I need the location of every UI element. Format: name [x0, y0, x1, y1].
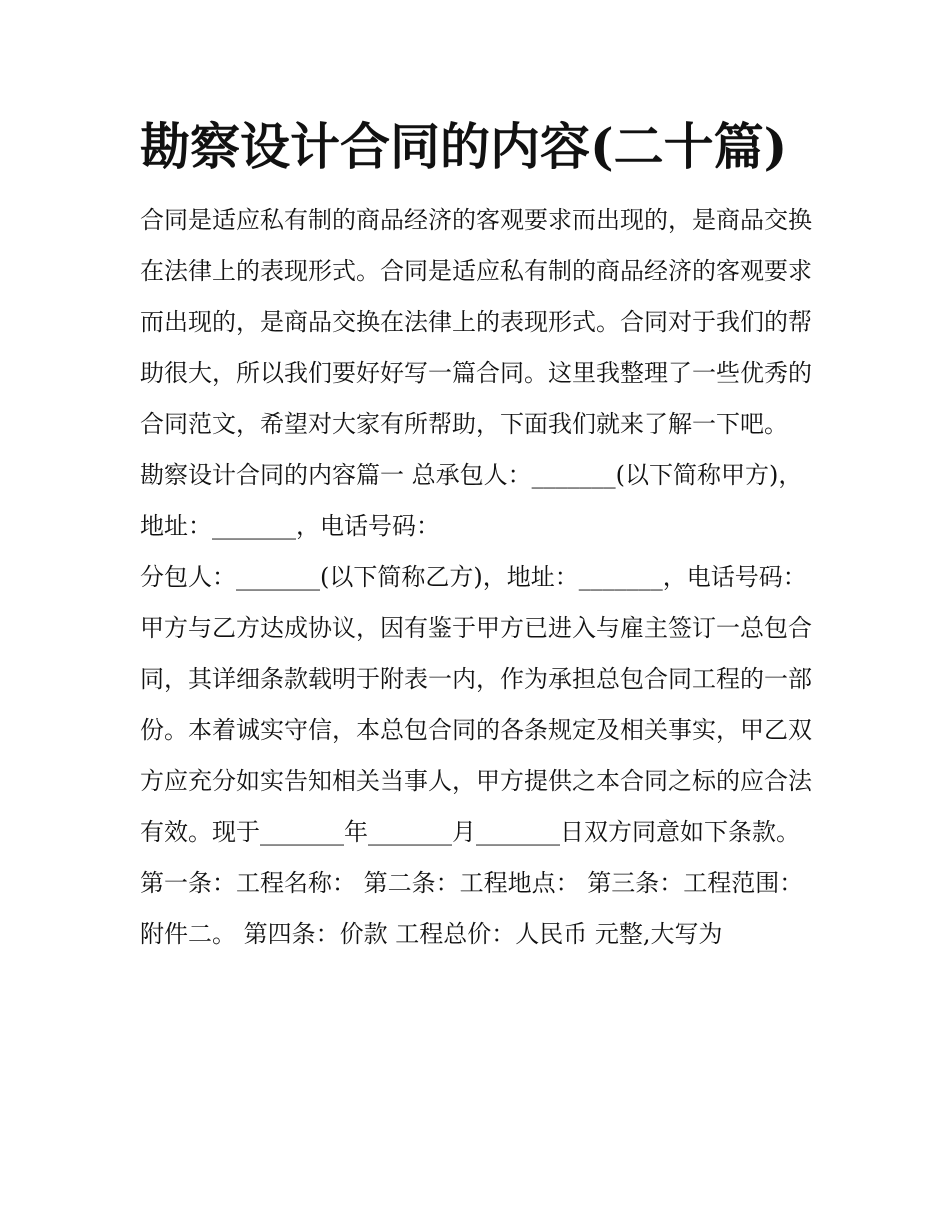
document-title: 勘察设计合同的内容(二十篇)	[140, 117, 788, 176]
terms-paragraph: 第一条：工程名称： 第二条：工程地点： 第三条：工程范围：附件二。 第四条：价款 工程总价：人民币 元整,大写为	[140, 869, 804, 948]
intro-paragraph: 合同是适应私有制的商品经济的客观要求而出现的，是商品交换在法律上的表现形式。合同是适应私有制的商品经济的客观要求而出现的，是商品交换在法律上的表现形式。合同对于我们的帮助很大，所以我们要好好写一篇合同。这里我整理了一些优秀的合同范文，希望对大家有所帮助，下面我们就来了解一下吧。	[140, 206, 812, 438]
party-a-paragraph: 勘察设计合同的内容篇一 总承包人：_______(以下简称甲方)，地址：_______，电话号码：	[140, 461, 803, 540]
agreement-paragraph: 甲方与乙方达成协议，因有鉴于甲方已进入与雇主签订一总包合同，其详细条款载明于附表一内，作为承担总包合同工程的一部份。本着诚实守信，本总包合同的各条规定及相关事实，甲乙双方应充分如实告知相关当事人，甲方提供之本合同之标的应合法有效。现于_______年_______月_______日双方同意如下条款。	[140, 614, 812, 846]
party-b-paragraph: 分包人：_______(以下简称乙方)，地址：_______，电话号码：	[140, 563, 807, 591]
document-body	[140, 112, 820, 960]
